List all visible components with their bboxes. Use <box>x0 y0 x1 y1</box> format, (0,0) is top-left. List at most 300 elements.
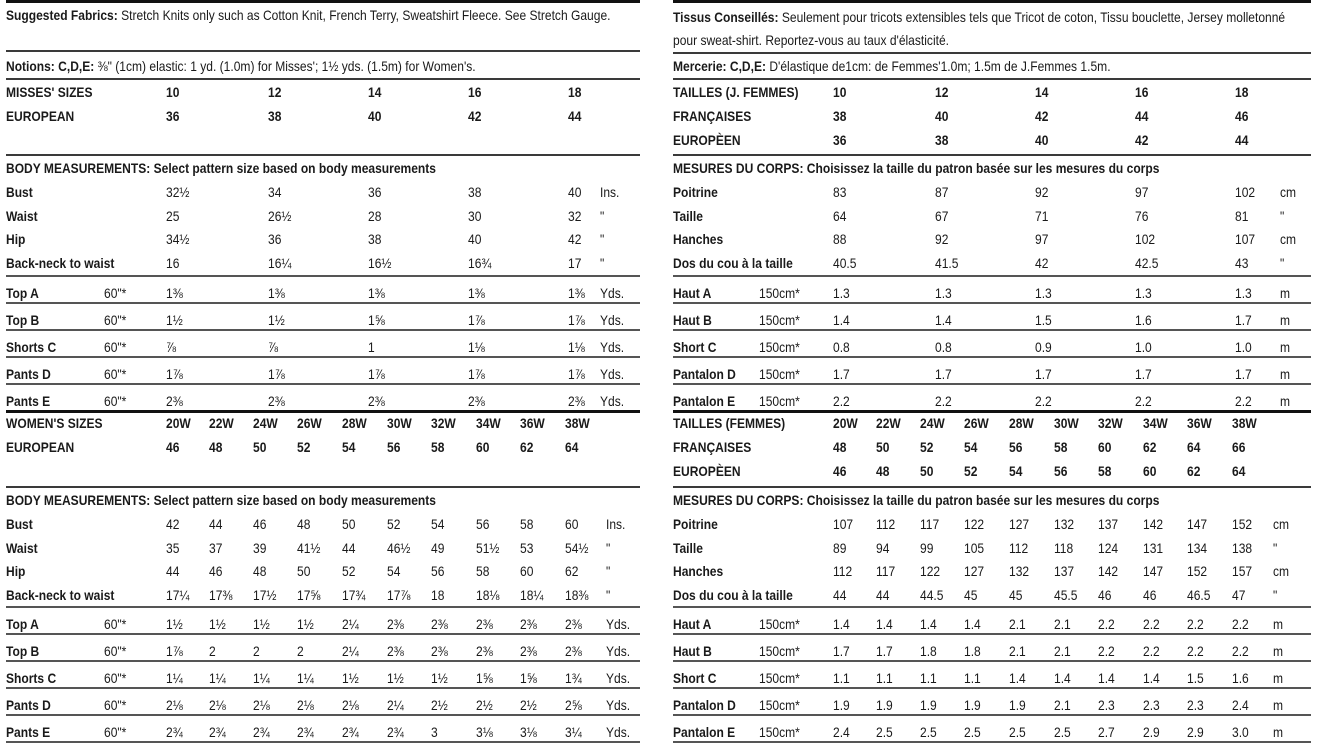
fabric-width: 60"* <box>104 643 127 659</box>
yardage-value: 1.7 <box>833 643 850 659</box>
yardage-value: 2⅜ <box>387 643 404 659</box>
yardage-value: 1.9 <box>1009 697 1026 713</box>
yardage-label: Haut A <box>673 616 712 632</box>
notions-text: ⅜" (1cm) elastic: 1 yd. (1.0m) for Misses'; 1½ yds. (1.5m) for Women's. <box>94 58 476 74</box>
measurement-value: 46 <box>209 563 223 579</box>
measurement-value: 152 <box>1187 563 1208 579</box>
yardage-value: 2⅜ <box>568 393 585 409</box>
measurement-label: Taille <box>673 539 703 556</box>
yardage-value: 1.7 <box>1235 366 1252 382</box>
measurement-label: Bust <box>6 516 33 532</box>
size-value: 10 <box>166 84 180 100</box>
size-value: 12 <box>268 84 282 100</box>
divider <box>673 329 1311 331</box>
size-value: 28W <box>342 415 367 431</box>
yardage-value: 1.3 <box>935 285 952 301</box>
size-value: 36 <box>166 108 180 124</box>
size-value: 44 <box>1235 132 1249 148</box>
yardage-value: 2⅜ <box>565 616 582 632</box>
measurement-value: 99 <box>920 539 934 556</box>
yardage-value: 2¾ <box>209 724 226 740</box>
suggested-fabrics <box>6 6 610 24</box>
notions <box>673 57 1111 75</box>
yardage-value: 1.4 <box>876 616 893 632</box>
yardage-label: Pants E <box>6 393 51 409</box>
yardage-label: Pantalon D <box>673 366 736 382</box>
size-value: 40 <box>935 108 949 124</box>
yardage-value: 1⅜ <box>166 285 183 301</box>
yardage-value: 1.6 <box>1135 312 1152 328</box>
measurement-value: 34 <box>268 184 282 200</box>
yardage-value: 2⅛ <box>166 697 183 713</box>
yardage-value: 1⅞ <box>268 366 285 382</box>
yardage-value: 2⅜ <box>476 616 493 632</box>
yardage-label: Pantalon E <box>673 393 736 409</box>
size-row-label: TAILLES (FEMMES) <box>673 415 786 431</box>
yardage-value: 2⅜ <box>431 643 448 659</box>
size-value: 56 <box>1054 463 1068 479</box>
yardage-value: 2⅜ <box>387 616 404 632</box>
size-value: 42 <box>1035 108 1049 124</box>
measurement-value: 18¼ <box>520 586 544 603</box>
measurement-value: 46 <box>1143 586 1157 603</box>
measurement-value: 60 <box>520 563 534 579</box>
yardage-value: 1⅞ <box>568 366 585 382</box>
measurement-value: 83 <box>833 184 847 200</box>
yardage-value: 1½ <box>253 616 270 632</box>
size-value: 48 <box>833 439 847 455</box>
yardage-value: 2¾ <box>342 724 359 740</box>
yardage-value: 0.8 <box>935 339 952 355</box>
divider <box>673 154 1311 156</box>
measurement-value: 44 <box>166 563 180 579</box>
fabric-width: 150cm* <box>759 616 800 632</box>
size-value: 54 <box>964 439 978 455</box>
yardage-value: 1.4 <box>1054 670 1071 686</box>
size-value: 32W <box>1098 415 1123 431</box>
yardage-label: Short C <box>673 339 717 355</box>
measurement-value: 118 <box>1054 539 1074 556</box>
yardage-label: Pants D <box>6 366 51 382</box>
yardage-value: 1½ <box>431 670 448 686</box>
measurement-value: 58 <box>476 563 490 579</box>
size-value: 34W <box>476 415 501 431</box>
unit-label: Yds. <box>606 670 631 686</box>
yardage-value: 1.1 <box>833 670 850 686</box>
divider <box>673 0 1311 3</box>
yardage-value: 1¼ <box>166 670 183 686</box>
size-value: 52 <box>920 439 934 455</box>
yardage-value: 1⅜ <box>268 285 285 301</box>
size-value: 38 <box>935 132 949 148</box>
unit-label: m <box>1280 366 1291 382</box>
measurement-value: 67 <box>935 207 949 224</box>
measurement-value: 46 <box>253 516 267 532</box>
size-row-label: EUROPÈEN <box>673 463 741 479</box>
size-value: 50 <box>876 439 890 455</box>
divider <box>6 154 640 156</box>
measurement-value: 42 <box>568 231 582 247</box>
divider <box>673 660 1311 662</box>
size-value: 30W <box>1054 415 1079 431</box>
size-value: 50 <box>920 463 934 479</box>
yardage-value: 2.1 <box>1054 643 1071 659</box>
size-value: 64 <box>1187 439 1201 455</box>
measurement-value: 53 <box>520 539 534 556</box>
yardage-value: 2¼ <box>387 697 404 713</box>
yardage-value: 1½ <box>209 616 226 632</box>
fabric-width: 60"* <box>104 724 127 740</box>
measurement-label: Hanches <box>673 231 724 247</box>
notions-label: Mercerie: C,D,E: <box>673 58 767 74</box>
measurement-value: 37 <box>209 539 223 556</box>
yardage-value: 1⅜ <box>468 285 485 301</box>
yardage-value: 0.8 <box>833 339 850 355</box>
yardage-value: 1.7 <box>833 366 850 382</box>
unit-label: cm <box>1280 231 1297 247</box>
size-value: 30W <box>387 415 412 431</box>
yardage-value: 1.4 <box>833 616 850 632</box>
yardage-value: 1.7 <box>1135 366 1152 382</box>
yardage-value: 2.1 <box>1054 616 1071 632</box>
divider <box>6 0 640 3</box>
measurement-value: 17¼ <box>166 586 190 603</box>
fabric-width: 150cm* <box>759 339 800 355</box>
yardage-value: 1⅜ <box>568 285 585 301</box>
size-value: 14 <box>368 84 382 100</box>
measurement-value: 58 <box>520 516 534 532</box>
fabric-width: 150cm* <box>759 366 800 382</box>
measurement-value: 92 <box>1035 184 1049 200</box>
yardage-value: 2⅛ <box>209 697 226 713</box>
divider <box>6 486 640 488</box>
yardage-label: Haut A <box>673 285 712 301</box>
unit-label: " <box>600 231 605 247</box>
yardage-value: 2.5 <box>964 724 981 740</box>
yardage-value: 1.3 <box>833 285 850 301</box>
measurement-value: 30 <box>468 207 482 224</box>
fabric-width: 60"* <box>104 285 127 301</box>
yardage-value: 3⅛ <box>476 724 493 740</box>
notions-text: D'élastique de1cm: de Femmes'1.0m; 1.5m de J.Femmes 1.5m. <box>766 58 1111 74</box>
yardage-value: 2¼ <box>342 616 359 632</box>
yardage-value: 2.2 <box>1098 643 1115 659</box>
divider <box>673 78 1311 80</box>
yardage-value: 2⅜ <box>166 393 183 409</box>
measurement-label: Waist <box>6 207 38 224</box>
unit-label: m <box>1280 393 1291 409</box>
yardage-value: 2¼ <box>342 643 359 659</box>
yardage-value: 1.8 <box>964 643 981 659</box>
measurement-value: 45.5 <box>1054 586 1078 603</box>
unit-label: " <box>606 539 611 556</box>
measurement-value: 50 <box>297 563 311 579</box>
unit-label: Ins. <box>600 184 620 200</box>
measurement-value: 117 <box>876 563 896 579</box>
measurement-value: 18⅛ <box>476 586 500 603</box>
yardage-value: 2.5 <box>920 724 937 740</box>
yardage-value: 1.6 <box>1232 670 1249 686</box>
measurement-value: 45 <box>964 586 978 603</box>
measurement-value: 87 <box>935 184 949 200</box>
yardage-value: 2.3 <box>1187 697 1204 713</box>
measurement-value: 47 <box>1232 586 1246 603</box>
yardage-value: 1.9 <box>920 697 937 713</box>
size-value: 34W <box>1143 415 1168 431</box>
yardage-value: 1¾ <box>565 670 582 686</box>
measurement-value: 16½ <box>368 254 392 271</box>
yardage-value: 2.5 <box>876 724 893 740</box>
yardage-value: 2.2 <box>1135 393 1152 409</box>
unit-label: " <box>1280 207 1285 224</box>
measurement-value: 132 <box>1009 563 1030 579</box>
yardage-value: 3.0 <box>1232 724 1249 740</box>
measurement-label: Hip <box>6 231 26 247</box>
yardage-value: 2 <box>209 643 216 659</box>
measurement-value: 97 <box>1035 231 1049 247</box>
yardage-value: 2½ <box>476 697 493 713</box>
yardage-value: ⅞ <box>268 339 279 355</box>
divider <box>6 383 640 385</box>
unit-label: " <box>1273 539 1278 556</box>
divider <box>6 78 640 80</box>
unit-label: m <box>1273 616 1284 632</box>
fabric-width: 150cm* <box>759 643 800 659</box>
unit-label: m <box>1273 643 1284 659</box>
divider <box>673 275 1311 277</box>
measurement-value: 138 <box>1232 539 1253 556</box>
divider <box>6 606 640 608</box>
yardage-value: 1¼ <box>209 670 226 686</box>
size-value: 20W <box>166 415 191 431</box>
size-value: 42 <box>468 108 482 124</box>
notions-label: Notions: C,D,E: <box>6 58 95 74</box>
measurement-value: 32½ <box>166 184 190 200</box>
measurement-value: 137 <box>1098 516 1119 532</box>
measurement-value: 40 <box>568 184 582 200</box>
yardage-label: Pantalon E <box>673 724 736 740</box>
suggested-fabrics-label: Tissus Conseillés: <box>673 9 779 25</box>
size-value: 48 <box>876 463 890 479</box>
body-measurements-heading: BODY MEASUREMENTS: Select pattern size based on body measurements <box>6 492 436 508</box>
measurement-value: 17¾ <box>342 586 366 603</box>
measurement-label: Waist <box>6 539 38 556</box>
divider <box>673 606 1311 608</box>
size-value: 46 <box>1235 108 1249 124</box>
measurement-value: 54 <box>431 516 445 532</box>
size-value: 60 <box>1098 439 1112 455</box>
size-value: 36 <box>833 132 847 148</box>
measurement-value: 38 <box>468 184 482 200</box>
unit-label: cm <box>1273 516 1290 532</box>
measurement-value: 17⅞ <box>387 586 411 603</box>
measurement-value: 137 <box>1054 563 1075 579</box>
measurement-value: 39 <box>253 539 267 556</box>
size-value: 52 <box>964 463 978 479</box>
size-value: 16 <box>468 84 482 100</box>
yardage-value: 2¾ <box>166 724 183 740</box>
measurement-value: 40 <box>468 231 482 247</box>
unit-label: m <box>1273 724 1284 740</box>
yardage-value: 1.1 <box>876 670 893 686</box>
fabric-width: 150cm* <box>759 393 800 409</box>
measurement-label: Poitrine <box>673 516 718 532</box>
unit-label: cm <box>1273 563 1290 579</box>
yardage-value: 2.9 <box>1143 724 1160 740</box>
divider <box>673 633 1311 635</box>
yardage-value: 2⅜ <box>368 393 385 409</box>
yardage-value: 1.7 <box>935 366 952 382</box>
yardage-value: 2⅜ <box>476 643 493 659</box>
yardage-value: 1.7 <box>876 643 893 659</box>
measurement-value: 60 <box>565 516 579 532</box>
yardage-value: 1.4 <box>964 616 981 632</box>
measurement-value: 44 <box>209 516 223 532</box>
body-measurements-heading: BODY MEASUREMENTS: Select pattern size based on body measurements <box>6 160 436 176</box>
measurement-value: 44 <box>876 586 890 603</box>
size-value: 24W <box>253 415 278 431</box>
yardage-value: 1.1 <box>920 670 937 686</box>
divider <box>6 356 640 358</box>
yardage-label: Pants D <box>6 697 51 713</box>
yardage-value: 1½ <box>297 616 314 632</box>
suggested-fabrics-label: Suggested Fabrics: <box>6 7 118 23</box>
yardage-label: Top A <box>6 616 39 632</box>
yardage-value: 2.2 <box>1232 616 1249 632</box>
yardage-value: 2.5 <box>1054 724 1071 740</box>
yardage-value: 1.9 <box>833 697 850 713</box>
yardage-value: 2⅛ <box>342 697 359 713</box>
yardage-value: 2.9 <box>1187 724 1204 740</box>
measurement-value: 38 <box>368 231 382 247</box>
yardage-value: 1.4 <box>1098 670 1115 686</box>
unit-label: Yds. <box>606 724 631 740</box>
unit-label: Yds. <box>600 312 625 328</box>
yardage-value: 2½ <box>520 697 537 713</box>
measurement-value: 147 <box>1187 516 1208 532</box>
yardage-label: Haut B <box>673 312 712 328</box>
measurement-value: 131 <box>1143 539 1164 556</box>
unit-label: " <box>606 563 611 579</box>
yardage-value: 1.4 <box>833 312 850 328</box>
yardage-value: 1.5 <box>1035 312 1052 328</box>
unit-label: Yds. <box>600 285 625 301</box>
yardage-value: 3¼ <box>565 724 582 740</box>
yardage-value: 2½ <box>431 697 448 713</box>
measurement-value: 17½ <box>253 586 277 603</box>
yardage-value: 2⅜ <box>268 393 285 409</box>
measurement-value: 18 <box>431 586 445 603</box>
divider <box>6 714 640 716</box>
measurement-value: 56 <box>476 516 490 532</box>
measurement-value: 102 <box>1235 184 1256 200</box>
yardage-value: 1¼ <box>253 670 270 686</box>
yardage-value: 3⅛ <box>520 724 537 740</box>
unit-label: " <box>1273 586 1278 603</box>
measurement-value: 112 <box>833 563 853 579</box>
yardage-value: 1.4 <box>935 312 952 328</box>
measurement-value: 16¾ <box>468 254 492 271</box>
measurement-value: 45 <box>1009 586 1023 603</box>
measurement-value: 122 <box>964 516 985 532</box>
size-value: 56 <box>1009 439 1023 455</box>
measurement-value: 46½ <box>387 539 411 556</box>
measurement-value: 32 <box>568 207 582 224</box>
yardage-label: Shorts C <box>6 339 57 355</box>
divider <box>6 410 640 413</box>
fabric-width: 60"* <box>104 616 127 632</box>
yardage-value: 2.4 <box>833 724 850 740</box>
size-value: 36W <box>1187 415 1212 431</box>
yardage-value: 2⅜ <box>468 393 485 409</box>
measurement-value: 94 <box>876 539 890 556</box>
size-value: 10 <box>833 84 847 100</box>
divider <box>6 275 640 277</box>
measurement-value: 122 <box>920 563 941 579</box>
size-row-label: MISSES' SIZES <box>6 84 93 100</box>
measurement-value: 105 <box>964 539 985 556</box>
size-value: 44 <box>568 108 582 124</box>
unit-label: Yds. <box>606 643 631 659</box>
yardage-value: 1.9 <box>876 697 893 713</box>
size-value: 26W <box>297 415 322 431</box>
yardage-value: 1½ <box>387 670 404 686</box>
divider <box>673 52 1311 54</box>
measurement-value: 35 <box>166 539 180 556</box>
yardage-value: 1⅞ <box>568 312 585 328</box>
size-row-label: TAILLES (J. FEMMES) <box>673 84 799 100</box>
divider <box>673 486 1311 488</box>
yardage-value: 2.3 <box>1098 697 1115 713</box>
size-value: 38W <box>1232 415 1257 431</box>
yardage-value: 2.2 <box>833 393 850 409</box>
size-value: 38W <box>565 415 590 431</box>
measurement-value: 46 <box>1098 586 1112 603</box>
size-value: 18 <box>1235 84 1249 100</box>
divider <box>6 302 640 304</box>
yardage-value: 1.7 <box>1235 312 1252 328</box>
yardage-value: 1½ <box>166 312 183 328</box>
yardage-value: 2.2 <box>1035 393 1052 409</box>
yardage-value: 1.3 <box>1035 285 1052 301</box>
yardage-value: 2⅜ <box>431 616 448 632</box>
yardage-value: 1⅛ <box>468 339 485 355</box>
yardage-label: Pantalon D <box>673 697 736 713</box>
measurement-value: 127 <box>1009 516 1030 532</box>
size-value: 20W <box>833 415 858 431</box>
yardage-label: Pants E <box>6 724 51 740</box>
divider <box>6 329 640 331</box>
measurement-value: 71 <box>1035 207 1049 224</box>
size-value: 42 <box>1135 132 1149 148</box>
measurement-value: 157 <box>1232 563 1253 579</box>
size-value: 40 <box>1035 132 1049 148</box>
size-value: 16 <box>1135 84 1149 100</box>
yardage-value: 1.1 <box>964 670 981 686</box>
unit-label: " <box>600 254 605 271</box>
size-value: 38 <box>268 108 282 124</box>
yardage-value: 2⅛ <box>297 697 314 713</box>
yardage-value: 2⅜ <box>520 643 537 659</box>
measurement-value: 43 <box>1235 254 1249 271</box>
divider <box>6 660 640 662</box>
size-value: 50 <box>253 439 267 455</box>
yardage-value: 2.2 <box>1235 393 1252 409</box>
size-row-label: EUROPEAN <box>6 108 75 124</box>
measurement-value: 107 <box>833 516 854 532</box>
fabric-width: 150cm* <box>759 312 800 328</box>
yardage-value: 1⅞ <box>468 312 485 328</box>
